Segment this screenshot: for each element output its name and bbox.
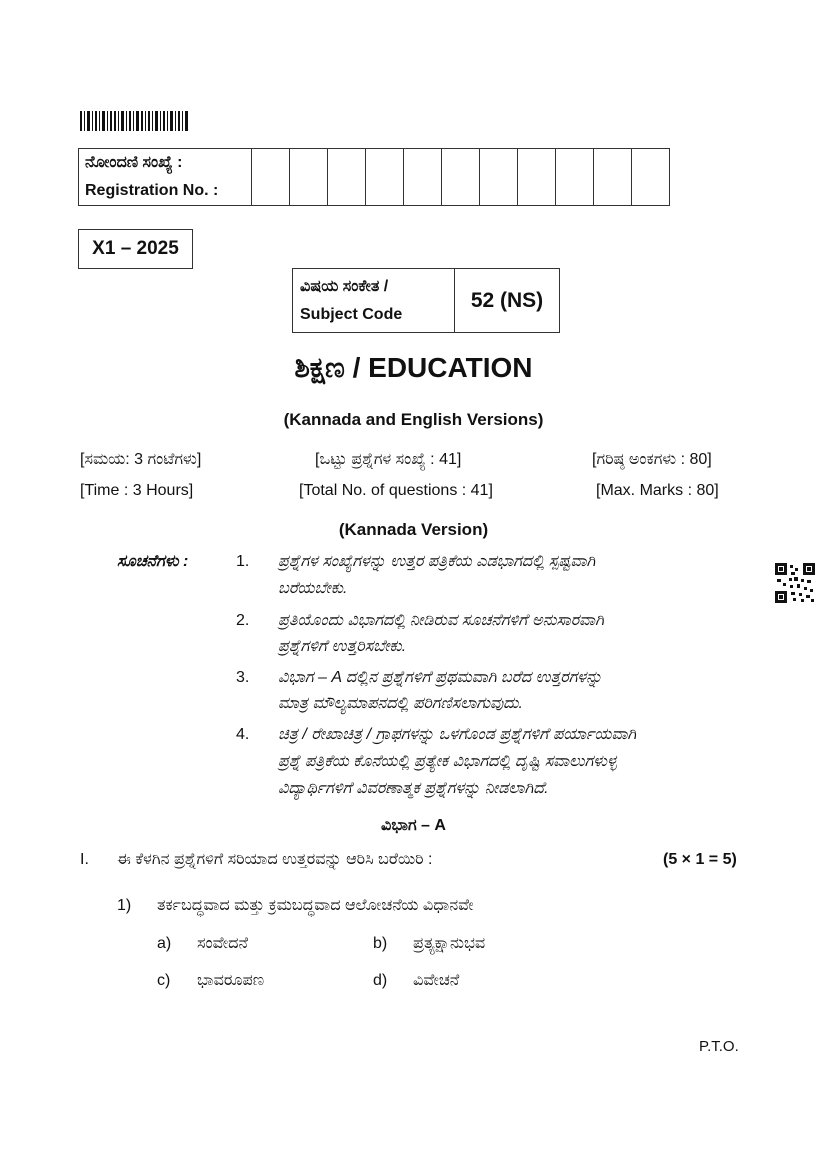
paper-code: X1 – 2025	[92, 238, 179, 259]
option-label-a: a)	[157, 935, 172, 952]
option-text-c[interactable]: ಭಾವರೂಪಣ	[197, 972, 265, 989]
instruction-number: 2.	[236, 612, 250, 629]
registration-label-english: Registration No. :	[85, 182, 219, 199]
marks-kannada: [ಗರಿಷ್ಠ ಅಂಕಗಳು : 80]	[592, 451, 712, 468]
subject-code-box	[292, 268, 560, 333]
registration-cell[interactable]	[556, 149, 594, 206]
questions-english: [Total No. of questions : 41]	[299, 482, 493, 499]
instruction-number: 1.	[236, 553, 250, 570]
instruction-text: ವಿದ್ಯಾರ್ಥಿಗಳಿಗೆ ವಿವರಣಾತ್ಮಕ ಪ್ರಶ್ನೆಗಳನ್ನು ನೀಡಲಾಗಿದೆ.	[278, 780, 549, 797]
option-text-b[interactable]: ಪ್ರತ್ಯಕ್ಷಾನುಭವ	[413, 935, 486, 952]
questions-kannada: [ಒಟ್ಟು ಪ್ರಶ್ನೆಗಳ ಸಂಖ್ಯೆ : 41]	[315, 451, 462, 468]
time-kannada: [ಸಮಯ: 3 ಗಂಟೆಗಳು]	[80, 451, 202, 468]
instruction-number: 3.	[236, 669, 250, 686]
qr-code	[775, 563, 815, 603]
subject-code-label-kannada: ವಿಷಯ ಸಂಕೇತ /	[300, 278, 389, 295]
option-label-d: d)	[373, 972, 388, 989]
subject-code-label-english: Subject Code	[300, 306, 403, 323]
instruction-number: 4.	[236, 726, 250, 743]
barcode	[80, 111, 190, 131]
versions-note: (Kannada and English Versions)	[283, 410, 544, 429]
page-turn-note: P.T.O.	[699, 1038, 739, 1055]
instruction-text: ಬರೆಯಬೇಕು.	[278, 580, 348, 597]
registration-cell[interactable]	[594, 149, 632, 206]
instruction-text: ವಿಭಾಗ – A ದಲ್ಲಿನ ಪ್ರಶ್ನೆಗಳಿಗೆ ಪ್ರಥಮವಾಗಿ ಬರೆದ ಉತ್ತರಗಳನ್ನು	[278, 669, 603, 686]
registration-cell[interactable]	[328, 149, 366, 206]
instruction-text: ಪ್ರತಿಯೊಂದು ವಿಭಾಗದಲ್ಲಿ ನೀಡಿರುವ ಸೂಚನೆಗಳಿಗೆ ಅನುಸಾರವಾಗಿ	[278, 612, 604, 629]
question-text: ತರ್ಕಬದ್ಧವಾದ ಮತ್ತು ಕ್ರಮಬದ್ಧವಾದ ಆಲೋಚನೆಯ ವಿಧಾನವೇ	[157, 897, 474, 914]
registration-cell[interactable]	[366, 149, 404, 206]
instructions-label: ಸೂಚನೆಗಳು :	[117, 553, 189, 570]
instruction-text: ಮಾತ್ರ ಮೌಲ್ಯಮಾಪನದಲ್ಲಿ ಪರಿಗಣಿಸಲಾಗುವುದು.	[278, 695, 523, 712]
instruction-text: ಪ್ರಶ್ನೆಗಳ ಸಂಖ್ಯೆಗಳನ್ನು ಉತ್ತರ ಪತ್ರಿಕೆಯ ಎಡಭಾಗದಲ್ಲಿ ಸ್ಪಷ್ಟವಾಗಿ	[278, 553, 596, 570]
instruction-text: ಚಿತ್ರ / ರೇಖಾಚಿತ್ರ / ಗ್ರಾಫಗಳನ್ನು ಒಳಗೊಂಡ ಪ್ರಶ್ನೆಗಳಿಗೆ ಪರ್ಯಾಯವಾಗಿ	[278, 726, 637, 743]
time-english: [Time : 3 Hours]	[80, 482, 194, 499]
page-title: ಶಿಕ್ಷಣ / EDUCATION	[294, 352, 533, 383]
section-heading: ವಿಭಾಗ – A	[381, 817, 446, 834]
part-marks: (5 × 1 = 5)	[663, 851, 737, 868]
registration-label-kannada: ನೋಂದಣಿ ಸಂಖ್ಯೆ :	[85, 154, 183, 171]
question-number: 1)	[117, 897, 132, 914]
registration-cell[interactable]	[290, 149, 328, 206]
registration-cell[interactable]	[632, 149, 670, 206]
paper-code-box	[78, 229, 193, 269]
registration-label	[79, 149, 252, 206]
instruction-text: ಪ್ರಶ್ನೆ ಪತ್ರಿಕೆಯ ಕೊನೆಯಲ್ಲಿ ಪ್ರತ್ಯೇಕ ವಿಭಾಗದಲ್ಲಿ ದೃಷ್ಟಿ ಸವಾಲುಗಳುಳ್ಳ	[278, 753, 617, 770]
registration-cell[interactable]	[480, 149, 518, 206]
option-text-d[interactable]: ವಿವೇಚನೆ	[413, 972, 460, 989]
marks-english: [Max. Marks : 80]	[596, 482, 719, 499]
registration-cell[interactable]	[442, 149, 480, 206]
registration-cell[interactable]	[404, 149, 442, 206]
option-text-a[interactable]: ಸಂವೇದನೆ	[197, 935, 248, 952]
registration-cell[interactable]	[518, 149, 556, 206]
part-instruction: ಈ ಕೆಳಗಿನ ಪ್ರಶ್ನೆಗಳಿಗೆ ಸರಿಯಾದ ಉತ್ತರವನ್ನು ಆರಿಸಿ ಬರೆಯಿರಿ :	[117, 851, 433, 868]
instruction-text: ಪ್ರಶ್ನೆಗಳಿಗೆ ಉತ್ತರಿಸಬೇಕು.	[278, 638, 407, 655]
registration-table	[78, 148, 670, 206]
kannada-version-heading: (Kannada Version)	[338, 520, 489, 539]
option-label-c: c)	[157, 972, 171, 989]
registration-cell[interactable]	[252, 149, 290, 206]
part-number: I.	[80, 851, 89, 868]
subject-code-label	[300, 273, 402, 329]
option-label-b: b)	[373, 935, 388, 952]
subject-code-value: 52 (NS)	[470, 289, 544, 312]
